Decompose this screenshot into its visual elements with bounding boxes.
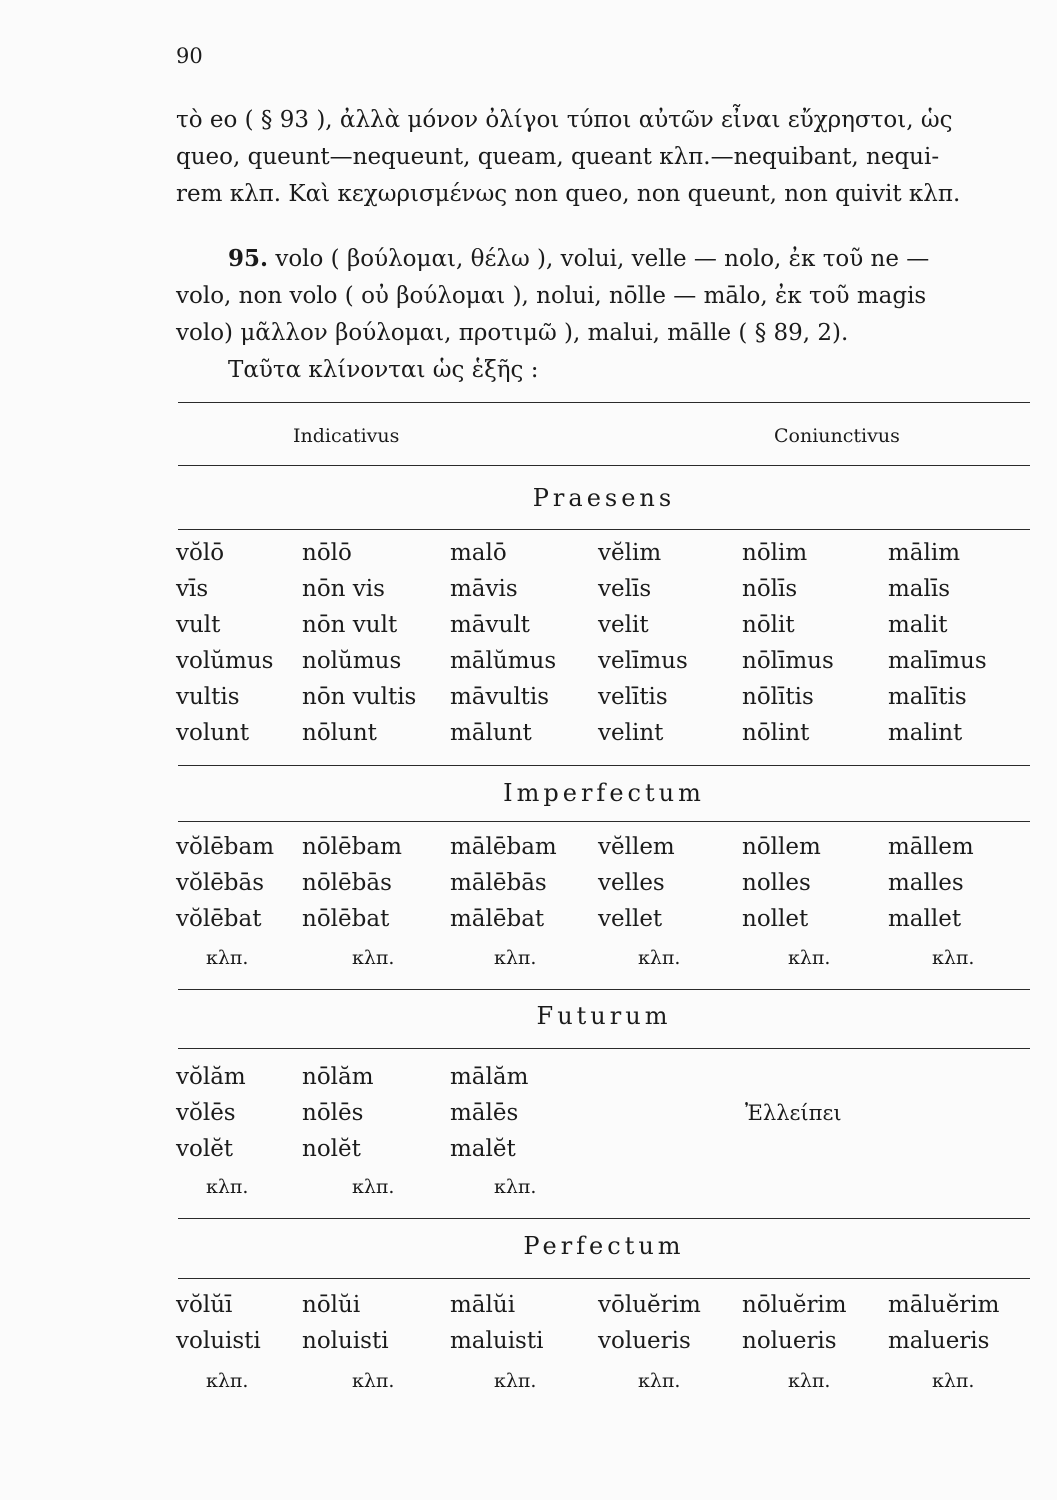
cell: nolŭmus xyxy=(302,648,402,674)
cell: velles xyxy=(598,870,665,896)
cell: velīs xyxy=(598,576,652,602)
cell: vŏlō xyxy=(176,540,225,566)
cell: vŏlăm xyxy=(176,1064,246,1090)
tense-perfectum-title: Perfectum xyxy=(523,1232,685,1260)
cell: velit xyxy=(598,612,649,638)
cell: volŭmus xyxy=(176,648,274,674)
cell: nōlīs xyxy=(742,576,798,602)
cell: κλπ. xyxy=(932,1370,975,1392)
cell: nōllem xyxy=(742,834,821,860)
section-text: volo ( βούλομαι, θέλω ), volui, velle — nolo, ἐκ τοῦ ne — xyxy=(275,246,930,272)
cell: nolles xyxy=(742,870,811,896)
cell: malles xyxy=(888,870,964,896)
tense-imperfectum-title: Imperfectum xyxy=(503,779,705,807)
cell: vultis xyxy=(176,684,240,710)
cell: volĕt xyxy=(176,1136,234,1162)
intro-line: queo, queunt—nequeunt, queam, queant κλπ.—nequibant, nequi- xyxy=(176,144,940,170)
cell: nōlunt xyxy=(302,720,377,746)
cell: nōlim xyxy=(742,540,808,566)
cell: malit xyxy=(888,612,948,638)
cell: κλπ. xyxy=(494,1176,537,1198)
cell: nōlŭi xyxy=(302,1292,361,1318)
table-rule xyxy=(178,402,1030,403)
cell: malō xyxy=(450,540,507,566)
table-row xyxy=(176,1328,1032,1364)
cell: κλπ. xyxy=(788,947,831,969)
cell: māvult xyxy=(450,612,530,638)
cell: vĕlim xyxy=(598,540,662,566)
cell: malīs xyxy=(888,576,951,602)
cell: mālim xyxy=(888,540,961,566)
cell: volunt xyxy=(176,720,250,746)
cell: mālēbās xyxy=(450,870,547,896)
table-row xyxy=(176,1292,1032,1328)
cell: mālŭi xyxy=(450,1292,516,1318)
cell: vōluĕrim xyxy=(598,1292,701,1318)
cell: κλπ. xyxy=(638,1370,681,1392)
cell: nōlēbat xyxy=(302,906,390,932)
cell: malĕt xyxy=(450,1136,516,1162)
table-row xyxy=(176,1064,1032,1100)
cell: nōlō xyxy=(302,540,352,566)
tense-futurum-title: Futurum xyxy=(536,1002,672,1030)
table-row-etc xyxy=(176,947,1032,983)
cell: κλπ. xyxy=(932,947,975,969)
table-rule xyxy=(178,465,1030,466)
table-rule xyxy=(178,989,1030,990)
section-95-first-line xyxy=(176,240,1034,278)
table-row-etc xyxy=(176,1176,1032,1212)
cell: mālēbam xyxy=(450,834,557,860)
cell: noluisti xyxy=(302,1328,389,1354)
cell: nōlit xyxy=(742,612,795,638)
cell: vult xyxy=(176,612,221,638)
cell: nōlēbam xyxy=(302,834,402,860)
header-indicativus: Indicativus xyxy=(293,425,400,447)
cell: mālăm xyxy=(450,1064,529,1090)
cell: nōn vultis xyxy=(302,684,417,710)
cell: mallet xyxy=(888,906,962,932)
subjunctive-missing-note: Ἐλλείπει xyxy=(745,1101,842,1125)
cell: vŏlēbās xyxy=(176,870,265,896)
cell: nolĕt xyxy=(302,1136,361,1162)
intro-line: rem κλπ. Καὶ κεχωρισμένως non queo, non queunt, non quivit κλπ. xyxy=(176,181,961,207)
header-coniunctivus: Coniunctivus xyxy=(774,425,900,447)
cell: κλπ. xyxy=(352,947,395,969)
cell: malueris xyxy=(888,1328,990,1354)
cell: κλπ. xyxy=(352,1370,395,1392)
table-rule xyxy=(178,765,1030,766)
section-line: volo, non volo ( οὐ βούλομαι ), nolui, nōlle — mālo, ἐκ τοῦ magis xyxy=(176,283,927,309)
table-row xyxy=(176,540,1032,576)
cell: vŏlēbam xyxy=(176,834,275,860)
cell: κλπ. xyxy=(352,1176,395,1198)
cell: nōlēbās xyxy=(302,870,392,896)
cell: malint xyxy=(888,720,963,746)
cell: māllem xyxy=(888,834,974,860)
cell: vellet xyxy=(598,906,663,932)
cell: malītis xyxy=(888,684,967,710)
cell: nollet xyxy=(742,906,809,932)
cell: nōluĕrim xyxy=(742,1292,847,1318)
page-number: 90 xyxy=(176,44,203,68)
cell: vŏlŭī xyxy=(176,1292,233,1318)
cell: mālēs xyxy=(450,1100,519,1126)
table-rule xyxy=(178,1218,1030,1219)
cell: κλπ. xyxy=(206,947,249,969)
table-row xyxy=(176,906,1032,942)
tense-praesens-title: Praesens xyxy=(532,484,676,512)
cell: nōlītis xyxy=(742,684,814,710)
cell: vŏlēs xyxy=(176,1100,236,1126)
intro-paragraph xyxy=(176,102,1034,213)
cell: κλπ. xyxy=(206,1176,249,1198)
cell: mālŭmus xyxy=(450,648,557,674)
table-row-etc xyxy=(176,1370,1032,1406)
cell: κλπ. xyxy=(494,947,537,969)
table-row xyxy=(176,684,1032,720)
table-row xyxy=(176,1100,1032,1136)
table-row xyxy=(176,1136,1032,1172)
cell: māluĕrim xyxy=(888,1292,1000,1318)
table-row xyxy=(176,648,1032,684)
cell: nōlăm xyxy=(302,1064,374,1090)
cell: vīs xyxy=(176,576,209,602)
cell: malīmus xyxy=(888,648,987,674)
section-95 xyxy=(176,240,1034,389)
cell: κλπ. xyxy=(494,1370,537,1392)
table-row xyxy=(176,834,1032,870)
cell: māvis xyxy=(450,576,518,602)
cell: vĕllem xyxy=(598,834,675,860)
table-rule xyxy=(178,821,1030,822)
cell: vŏlēbat xyxy=(176,906,262,932)
table-row xyxy=(176,720,1032,756)
intro-line: τὸ eo ( § 93 ), ἀλλὰ μόνον ὀλίγοι τύποι αὐτῶν εἶναι εὔχρηστοι, ὡς xyxy=(176,107,953,133)
cell: nolueris xyxy=(742,1328,837,1354)
table-rule xyxy=(178,1048,1030,1049)
cell: mālēbat xyxy=(450,906,545,932)
cell: κλπ. xyxy=(788,1370,831,1392)
cell: velītis xyxy=(598,684,668,710)
table-row xyxy=(176,612,1032,648)
cell: nōlīmus xyxy=(742,648,834,674)
cell: nōlint xyxy=(742,720,810,746)
table-row xyxy=(176,870,1032,906)
cell: nōlēs xyxy=(302,1100,364,1126)
table-rule xyxy=(178,1278,1030,1279)
table-row xyxy=(176,576,1032,612)
cell: volueris xyxy=(598,1328,691,1354)
section-line: Ταῦτα κλίνονται ὡς ἑξῆς : xyxy=(228,357,539,383)
cell: maluisti xyxy=(450,1328,544,1354)
cell: κλπ. xyxy=(206,1370,249,1392)
cell: nōn vult xyxy=(302,612,398,638)
section-number: 95. xyxy=(228,245,269,272)
cell: voluisti xyxy=(176,1328,261,1354)
cell: māvultis xyxy=(450,684,550,710)
cell: nōn vis xyxy=(302,576,385,602)
cell: mālunt xyxy=(450,720,532,746)
cell: velīmus xyxy=(598,648,688,674)
table-rule xyxy=(178,529,1030,530)
section-line: volo) μᾶλλον βούλομαι, προτιμῶ ), malui, mālle ( § 89, 2). xyxy=(176,320,849,346)
cell: velint xyxy=(598,720,664,746)
cell: κλπ. xyxy=(638,947,681,969)
